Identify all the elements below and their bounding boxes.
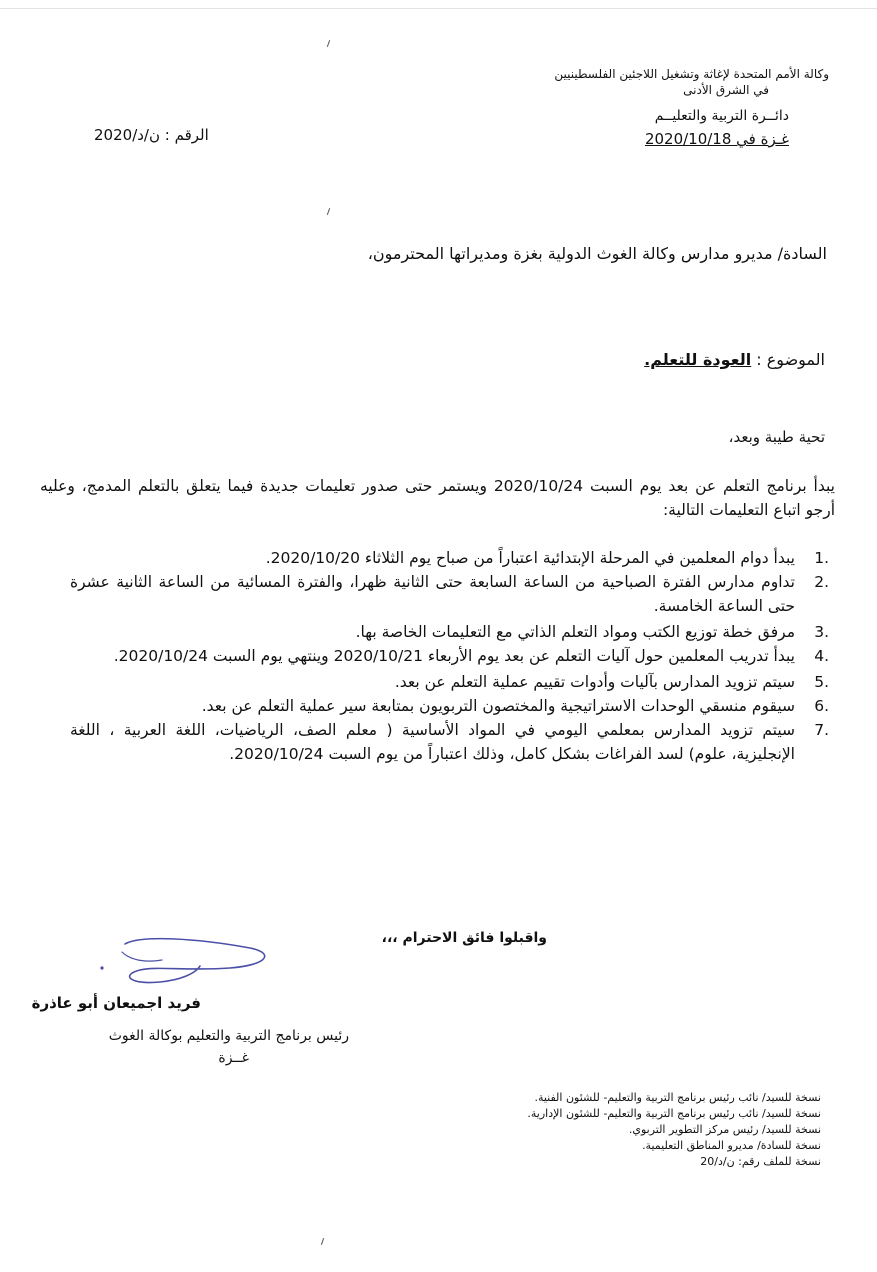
org-region: في الشرق الأدنى (683, 83, 769, 97)
cc-line: نسخة للسادة/ مديرو المناطق التعليمية. (642, 1139, 821, 1152)
item-text: يبدأ تدريب المعلمين حول آليات التعلم عن بعد يوم الأربعاء 2020/10/21 وينتهي يوم السبت 2020/10/24. (113, 647, 795, 665)
subject-label: الموضوع : (756, 350, 825, 369)
cc-line: نسخة للسيد/ نائب رئيس برنامج التربية والتعليم- للشئون الفنية. (534, 1091, 821, 1104)
subject-line (644, 350, 825, 369)
copies-list (527, 1090, 821, 1170)
instructions-list (70, 546, 835, 766)
letter-date: غـزة في 2020/10/18 (644, 130, 789, 148)
list-item (70, 546, 835, 570)
scan-mark (327, 40, 330, 47)
greeting: تحية طيبة وبعد، (728, 428, 825, 446)
reference-number: الرقم : ن/د/2020 (94, 126, 209, 144)
scan-mark (321, 1238, 324, 1245)
cc-line: نسخة للسيد/ رئيس مركز التطوير التربوي. (628, 1123, 821, 1136)
list-item (70, 670, 835, 694)
intro-paragraph: يبدأ برنامج التعلم عن بعد يوم السبت 2020/10/24 ويستمر حتى صدور تعليمات جديدة فيما يتعلق بالتعلم المدمج، وعليه أرجو اتباع التعليمات التالية: (40, 477, 835, 519)
item-number: 3. (814, 623, 829, 641)
signatory-title: رئيس برنامج التربية والتعليم بوكالة الغوث (108, 1028, 349, 1044)
cc-line: نسخة للملف رقم: ن/د/20 (700, 1155, 821, 1168)
cc-line: نسخة للسيد/ نائب رئيس برنامج التربية والتعليم- للشئون الإدارية. (527, 1107, 821, 1120)
item-text: سيتم تزويد المدارس بآليات وأدوات تقييم عملية التعلم عن بعد. (394, 673, 795, 691)
list-item (70, 620, 835, 644)
item-text: مرفق خطة توزيع الكتب ومواد التعلم الذاتي مع التعليمات الخاصة بها. (355, 623, 795, 641)
item-text: سيتم تزويد المدارس بمعلمي اليومي في المواد الأساسية ( معلم الصف، الرياضيات، اللغة العربية ، اللغة الإنجليزية، علوم) لسد الفراغات بشكل كامل، وذلك اعتباراً من يوم السبت 2020/10/24. (70, 721, 795, 763)
list-item (70, 644, 835, 668)
list-item (70, 718, 835, 766)
department-name: دائــرة التربية والتعليــم (654, 108, 789, 124)
scan-mark (327, 208, 330, 215)
list-item (70, 570, 835, 618)
organization-header (554, 66, 829, 98)
item-text: يبدأ دوام المعلمين في المرحلة الإبتدائية اعتباراً من صباح يوم الثلاثاء 2020/10/20. (265, 549, 795, 567)
handwritten-signature (100, 930, 280, 1000)
closing-line: واقبلوا فائق الاحترام ،،، (381, 930, 547, 946)
org-name: وكالة الأمم المتحدة لإغاثة وتشغيل اللاجئين الفلسطينيين (554, 67, 829, 81)
item-number: 6. (814, 697, 829, 715)
addressee: السادة/ مديرو مدارس وكالة الغوث الدولية بغزة ومديراتها المحترمون، (367, 244, 827, 263)
signatory-name: فريد اجميعان أبو عاذرة (31, 994, 201, 1012)
item-number: 5. (814, 673, 829, 691)
item-number: 4. (814, 647, 829, 665)
item-number: 7. (814, 721, 829, 739)
item-text: تداوم مدارس الفترة الصباحية من الساعة السابعة حتى الثانية ظهرا، والفترة المسائية من الساعة الثانية عشرة حتى الساعة الخامسة. (70, 573, 795, 615)
signatory-city: غــزة (218, 1050, 249, 1066)
item-number: 1. (814, 549, 829, 567)
list-item (70, 694, 835, 718)
subject-value: العودة للتعلم. (644, 350, 752, 369)
item-text: سيقوم منسقي الوحدات الاستراتيجية والمختصون التربويون بمتابعة سير عملية التعلم عن بعد. (201, 697, 795, 715)
item-number: 2. (814, 573, 829, 591)
top-border (0, 8, 877, 9)
